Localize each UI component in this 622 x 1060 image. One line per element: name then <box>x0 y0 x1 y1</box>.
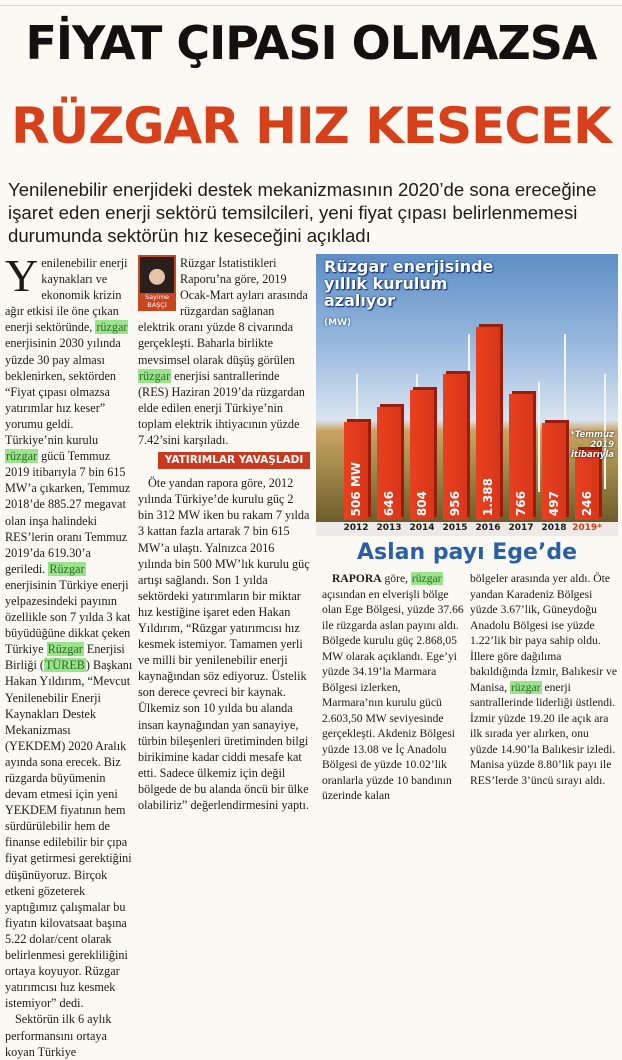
keyword-highlight: Rüzgar <box>49 561 85 576</box>
chart-x-axis <box>316 522 618 536</box>
bar-value-label: 646 <box>382 490 396 516</box>
text: enerji santrallerinde liderliği üstlendi. İzmir yüzde 19.20 ile açık ara ilk sırada yer alırken, onu yüzde 14.90’la Balıkesir izledi. Manisa yüzde 8.80’lik payı ile RES’lerde 3’üncü sırayı aldı. <box>470 680 616 787</box>
paragraph <box>5 250 133 1011</box>
text: bölgeler arasında yer aldı. Öte yandan Karadeniz Bölgesi yüzde 3.67’lik, Güneydoğu Anadolu Bölgesi ise yüzde 1.22’lik bir paya sahip oldu. İllere göre dağılıma bakıldığında İzmir, Balıkesir ve Manisa, <box>470 572 617 694</box>
chart-footnote: *Temmuz 2019 itibarıyla <box>570 430 614 460</box>
paragraph <box>322 571 464 804</box>
chart-title: Rüzgar enerjisinde yıllık kurulum azalıyor <box>324 257 494 310</box>
text: Rüzgar İstatistikleri Raporu’na göre, 2019 Ocak-Mart ayları arasında rüzgardan sağlanan elektrik oranı yüzde 8 civarında gerçekleşti. Baharla birlikte mevsimsel olarak düşüş görülen <box>138 256 308 367</box>
author-name <box>138 293 176 309</box>
author-last-name: BAŞÇI <box>147 301 167 309</box>
text: enilenebilir enerji kaynakları ve ekonomik krizin ağır etkisi ile öne çıkan enerji sektöründe, <box>5 256 128 335</box>
keyword-highlight: TÜREB <box>44 658 85 673</box>
author-photo <box>138 255 176 311</box>
x-tick-label: 2016 <box>475 523 501 533</box>
bar-value-label: 956 <box>448 490 462 516</box>
chart-bar-2016 <box>476 327 500 520</box>
text: göre, <box>381 572 411 585</box>
chart-unit-label: (MW) <box>324 318 352 328</box>
text: açısından en elverişli bölge olan Ege Bölgesi, yüzde 37.66 ile rüzgarda aslan payını aldı. Bölgede kurulu güç 2.868,05 MW olarak açıklandı. Ege’yi yüzde 34.19’la Marmara Bölgesi izlerken, Marmara’nın kurulu gücü 2.603,50 MW seviyesinde gerçekleşti. Akdeniz Bölgesi yüzde 13.08 ve İç Anadolu Bölgesi de yüzde 10.02’lik oranlarla yüzde 10 bandının üzerinde kalan <box>322 587 464 802</box>
bar-chart-annual-installation <box>316 254 618 522</box>
lead-word: RAPORA <box>332 572 382 585</box>
x-tick-label: 2015 <box>442 523 468 533</box>
text: enerjisi santrallerinde (RES) Haziran 2019’da rüzgardan elde edilen enerji Türkiye’nin toplam elektrik ihtiyacının yüzde 7.42’sini karşıladı. <box>138 368 305 448</box>
chart-bar-2014 <box>410 390 434 520</box>
bar-value-label: 1.388 <box>481 478 495 516</box>
article-column-4 <box>470 571 618 788</box>
keyword-highlight: rüzgar <box>139 368 171 383</box>
drop-cap: Y <box>5 250 39 301</box>
top-rule <box>0 5 622 6</box>
article-column-3 <box>322 571 464 804</box>
headline-line-1: FİYAT ÇIPASI OLMAZSA <box>25 16 597 70</box>
author-first-name: Sayime <box>144 293 170 301</box>
keyword-highlight: rüzgar <box>510 680 541 694</box>
x-tick-label: 2012 <box>343 523 369 533</box>
headline-line-2: RÜZGAR HIZ KESECEK <box>11 97 611 155</box>
text: gücü Temmuz 2019 itibarıyla 7 bin 615 MW’a çıkarken, Temmuz 2018’de 885.27 megavat olan inşa halindeki RES’lerin oranı Temmuz 2019’da 619.30’a geriledi. <box>5 449 131 576</box>
x-tick-label: 2017 <box>508 523 534 533</box>
keyword-highlight: rüzgar <box>411 572 442 585</box>
text: enerjisinin 2030 yılında yüzde 30 pay alması beklenirken, sektörden “Fiyat çıpası olmazsa yatırımlar hız keser” yorumu geldi. Türkiye’nin kurulu <box>5 336 121 448</box>
chart-bar-2019 <box>575 450 599 520</box>
subheadline: Yenilenebilir enerjideki destek mekanizmasının 2020’de sona ereceğine işaret eden enerji sektörü temsilcileri, yeni fiyat çıpası belirlenmemesi durumunda sektörün hız keseceğini açıkladı <box>8 179 597 246</box>
bar-value-label: 497 <box>547 490 561 516</box>
chart-bar-2012 <box>344 422 368 520</box>
x-tick-label: 2018 <box>541 523 567 533</box>
keyword-highlight: rüzgar <box>6 449 38 464</box>
article-column-1 <box>5 250 133 1060</box>
bar-value-label: 506 MW <box>349 461 363 516</box>
paragraph <box>470 571 618 788</box>
bar-value-label: 804 <box>415 490 429 516</box>
bar-value-label: 766 <box>514 490 528 516</box>
wind-turbine-illustration <box>468 334 470 494</box>
chart-bar-2015 <box>443 374 467 520</box>
text: Enerjisi Birliği ( <box>5 642 125 673</box>
chart-bar-2013 <box>377 407 401 520</box>
section-heading-aslan-payi: Aslan payı Ege’de <box>356 540 577 565</box>
article-column-2 <box>138 255 310 813</box>
bar-value-label: 246 <box>580 490 594 516</box>
wind-turbine-illustration <box>538 382 540 492</box>
author-portrait <box>140 257 174 293</box>
text: enerjisinin Türkiye enerji yelpazesindeki payının özellikle son 7 yılda 3 kat büyüdüğüne dikkat çeken Türkiye <box>5 577 131 657</box>
x-tick-label: 2014 <box>409 523 435 533</box>
paragraph: Öte yandan rapora göre, 2012 yılında Türkiye’de kurulu güç 2 bin 312 MW iken bu rakam 7 yılda 3 kattan fazla artarak 7 bin 615 MW’a ulaştı. Yalnızca 2016 yılında bin 500 MW’lık kurulu güç artışı sağlandı. Son 1 yılda sektördeki yatırımların bir miktar hız kestiğine işaret eden Hakan Yıldırım, “Rüzgar yatırımcısı hız kesmek istemiyor. Tamamen yerli ve milli bir yenilenebilir enerji kaynağından söz ediyoruz. Üstelik son derece çevreci bir kaynak. Ülkemiz son 10 yılda bu alanda insan kaynağından yan sanayiye, türbin bileşenleri üretiminden bilgi birikimine kadar ciddi mesafe kat etti. Sadece ülkemiz için değil bölgede de bu alanda öncü bir ülke olabiliriz” değerlendirmesini yaptı. <box>138 476 310 812</box>
text: ) Başkanı Hakan Yıldırım, “Mevcut Yenilenebilir Enerji Kaynakları Destek Mekanizması (YEKDEM) 2020 Aralık ayında sona erecek. Biz rüzgarda büyümenin devam etmesi için yeni YEKDEM fiyatının hem sürdürülebilir hem de finanse edilebilir bir çıpa fiyat getirmesi gerektiğini düşünüyoruz. Birçok etkeni gözeterek yaptığımız çalışmalar bu fiyatın kilovatsaat başına 5.22 dolar/cent olarak belirlenmesi gerekliliğini ortaya koyuyor. Rüzgar yatırımcısı hız kesmek istemiyor” dedi. <box>5 658 133 1011</box>
chart-bar-2017 <box>509 394 533 520</box>
x-tick-label: 2019* <box>572 523 602 533</box>
x-tick-label: 2013 <box>376 523 402 533</box>
section-heading-yatirimlar: YATIRIMLAR YAVAŞLADI <box>158 452 310 469</box>
keyword-highlight: Rüzgar <box>47 642 83 657</box>
keyword-highlight: rüzgar <box>96 320 128 335</box>
paragraph: Sektörün ilk 6 aylık performansını ortaya koyan Türkiye <box>5 1012 112 1059</box>
